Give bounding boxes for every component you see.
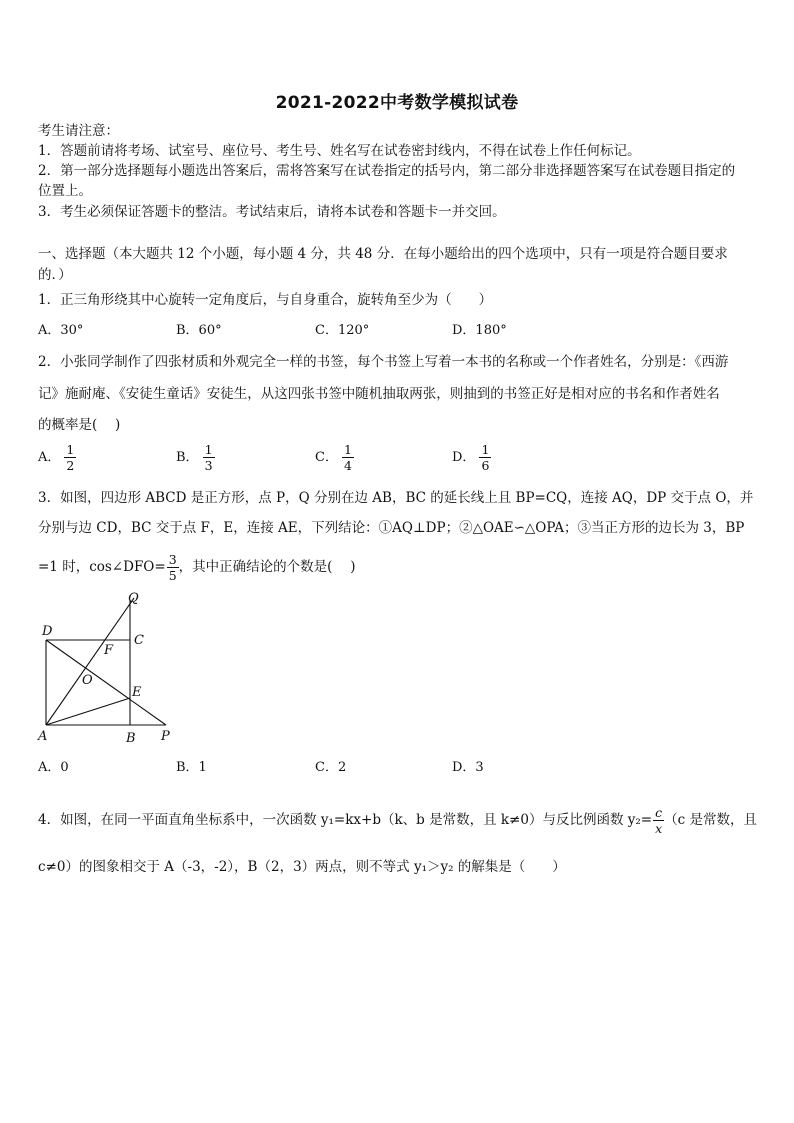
q2-option-d-fraction xyxy=(479,442,491,473)
q3-stem-c xyxy=(38,552,758,583)
q1-option-c: C．120° xyxy=(315,323,370,338)
q2-stem-c: 的概率是( ) xyxy=(38,417,121,433)
q1-option-d: D．180° xyxy=(452,323,507,338)
label-q: Q xyxy=(128,591,139,606)
fraction-numerator: 1 xyxy=(343,442,352,457)
notice-item-1: 1．答题前请将考场、试室号、座位号、考生号、姓名写在试卷密封线内，不得在试卷上作任何标记。 xyxy=(38,143,641,159)
q3-cos-fraction xyxy=(167,552,179,583)
page-title: 2021-2022中考数学模拟试卷 xyxy=(275,93,519,113)
fraction-denominator: 6 xyxy=(481,458,490,473)
fraction-numerator: 1 xyxy=(204,442,213,457)
q3-option-c: C．2 xyxy=(315,760,347,775)
q2-option-c-label: C． xyxy=(315,450,338,465)
fraction-denominator: 4 xyxy=(343,458,352,473)
q2-option-c-fraction xyxy=(342,442,354,473)
segment-ae xyxy=(46,698,130,725)
label-p: P xyxy=(161,729,170,744)
q2-option-d-label: D． xyxy=(452,450,476,465)
q1-stem: 1．正三角形绕其中心旋转一定角度后，与自身重合，旋转角至少为（ ） xyxy=(38,292,493,308)
q3-option-a: A．0 xyxy=(38,760,69,775)
q2-option-a-label: A． xyxy=(38,450,61,465)
q2-option-b-label: B． xyxy=(176,450,199,465)
section-header-b: 的．） xyxy=(38,267,72,283)
fraction-denominator: 2 xyxy=(66,458,75,473)
fraction-denominator: x xyxy=(655,821,663,836)
q2-option-c xyxy=(315,442,354,473)
q2-option-d xyxy=(452,442,491,473)
q1-option-b: B．60° xyxy=(176,323,222,338)
label-a: A xyxy=(38,729,48,744)
q1-option-a: A．30° xyxy=(38,323,84,338)
q2-stem-a: 2．小张同学制作了四张材质和外观完全一样的书签，每个书签上写着一本书的名称或一个作者姓名，分别是：《西游 xyxy=(38,354,729,370)
fraction-numerator: 3 xyxy=(168,552,177,567)
label-f: F xyxy=(104,643,114,658)
label-o: O xyxy=(82,673,93,688)
fraction-numerator: 1 xyxy=(66,442,75,457)
q4-stem-b: c≠0）的图象相交于 A（-3，-2），B（2，3）两点，则不等式 y₁＞y₂ 的解集是（ ） xyxy=(38,859,566,875)
q4-stem-a-post: （c 是常数，且 xyxy=(664,812,758,828)
label-c: C xyxy=(134,633,144,648)
q3-stem-b: 分别与边 CD，BC 交于点 F，E，连接 AE，下列结论：①AQ⊥DP；②△OAE∽△OPA；③当正方形的边长为 3，BP xyxy=(38,520,745,536)
label-b: B xyxy=(126,731,136,746)
q2-option-a xyxy=(38,442,76,473)
label-d: D xyxy=(42,624,53,639)
q3-figure xyxy=(34,588,184,752)
label-e: E xyxy=(132,685,142,700)
q4-stem-a-pre: 4．如图，在同一平面直角坐标系中，一次函数 y₁=kx+b（k、b 是常数，且 k≠0）与反比例函数 y₂= xyxy=(38,812,653,828)
notice-item-3: 3．考生必须保证答题卡的整洁。考试结束后，请将本试卷和答题卡一并交回。 xyxy=(38,204,506,220)
q2-option-a-fraction xyxy=(64,442,76,473)
fraction-denominator: 5 xyxy=(168,568,177,583)
q3-stem-c-pre: =1 时，cos∠DFO= xyxy=(38,559,166,575)
section-header-a: 一、选择题（本大题共 12 个小题，每小题 4 分，共 48 分．在每小题给出的四个选项中，只有一项是符合题目要求 xyxy=(38,246,728,262)
segment-aq xyxy=(46,598,134,725)
q2-stem-b: 记》施耐庵、《安徒生童话》安徒生，从这四张书签中随机抽取两张，则抽到的书签正好是相对应的书名和作者姓名 xyxy=(38,386,720,402)
q4-fraction xyxy=(653,805,664,836)
q4-stem-a xyxy=(38,805,758,836)
q3-stem-c-post: ，其中正确结论的个数是( ) xyxy=(178,559,356,575)
q2-option-b xyxy=(176,442,215,473)
notice-item-2a: 2．第一部分选择题每小题选出答案后，需将答案写在试卷指定的括号内，第二部分非选择题答案写在试卷题目指定的 xyxy=(38,163,736,179)
q3-option-d: D．3 xyxy=(452,760,484,775)
q3-option-b: B．1 xyxy=(176,760,207,775)
fraction-numerator: c xyxy=(653,805,664,821)
fraction-denominator: 3 xyxy=(204,458,213,473)
q3-stem-a: 3．如图，四边形 ABCD 是正方形，点 P，Q 分别在边 AB，BC 的延长线上且 BP=CQ，连接 AQ，DP 交于点 O，并 xyxy=(38,490,754,506)
notice-item-2b: 位置上。 xyxy=(38,183,92,199)
fraction-numerator: 1 xyxy=(481,442,490,457)
notice-heading: 考生请注意： xyxy=(38,123,119,139)
q2-option-b-fraction xyxy=(203,442,215,473)
